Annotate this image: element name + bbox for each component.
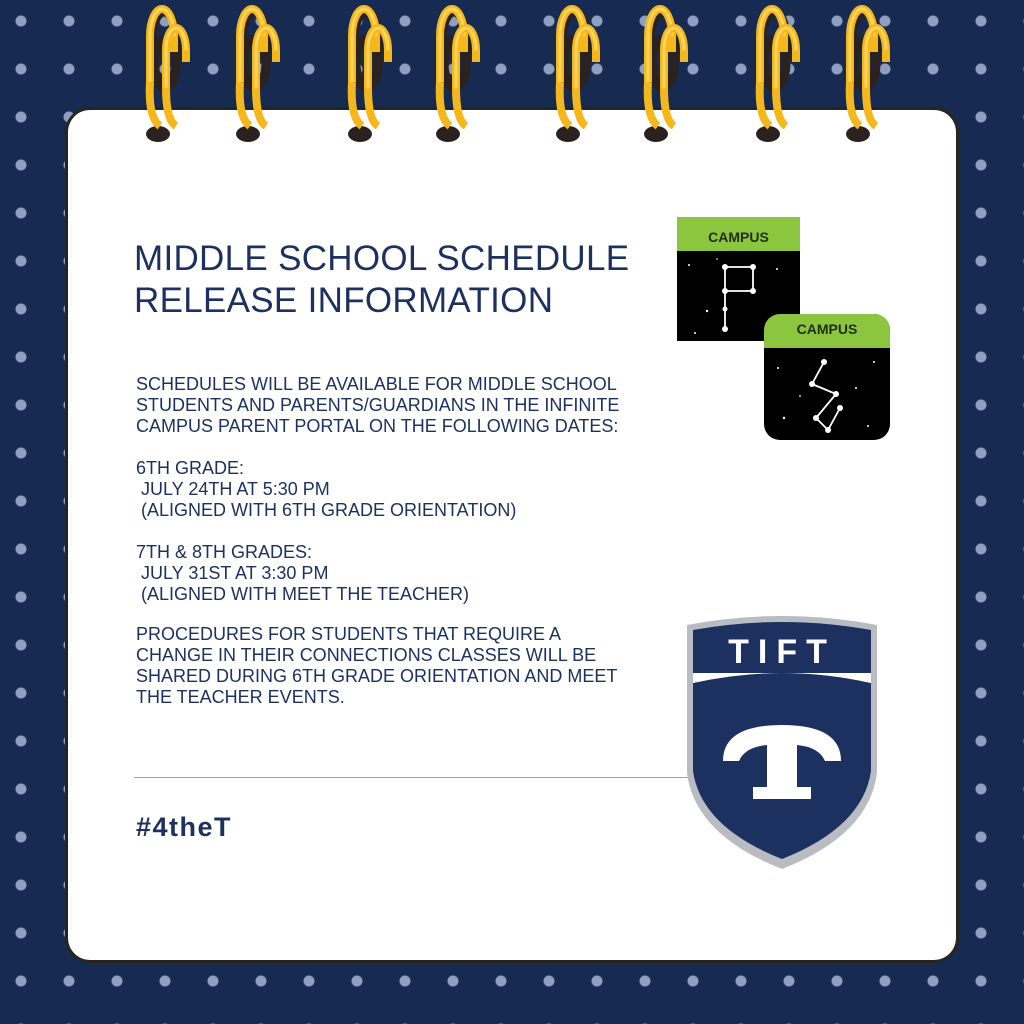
campus-student-app-icon <box>764 314 890 440</box>
tift-shield-logo <box>679 613 885 871</box>
constellation-s-icon <box>764 348 890 440</box>
intro-line: CAMPUS PARENT PORTAL ON THE FOLLOWING DATES: <box>136 416 619 436</box>
grade6-note: (ALIGNED WITH 6TH GRADE ORIENTATION) <box>136 500 517 520</box>
title-line-2: RELEASE INFORMATION <box>134 281 554 320</box>
page-title <box>134 238 629 322</box>
intro-paragraph <box>136 374 619 437</box>
intro-line: STUDENTS AND PARENTS/GUARDIANS IN THE INFINITE <box>136 395 620 415</box>
title-line-1: MIDDLE SCHOOL SCHEDULE <box>134 239 630 278</box>
grade78-note: (ALIGNED WITH MEET THE TEACHER) <box>136 584 470 604</box>
hashtag: #4theT <box>136 812 233 842</box>
procedures-paragraph <box>136 624 617 708</box>
grade6-section <box>136 458 516 521</box>
grade78-section <box>136 542 469 605</box>
grade78-date: JULY 31ST AT 3:30 PM <box>136 563 329 583</box>
campus-label: CAMPUS <box>764 314 890 348</box>
grade6-date: JULY 24TH AT 5:30 PM <box>136 479 330 499</box>
tift-logo-text: TIFT <box>728 633 836 671</box>
divider-line <box>134 777 700 778</box>
procedures-line: PROCEDURES FOR STUDENTS THAT REQUIRE A <box>136 624 562 644</box>
procedures-line: THE TEACHER EVENTS. <box>136 687 345 707</box>
grade6-heading: 6TH GRADE: <box>136 458 245 478</box>
grade78-heading: 7TH & 8TH GRADES: <box>136 542 313 562</box>
campus-label: CAMPUS <box>677 217 800 251</box>
procedures-line: SHARED DURING 6TH GRADE ORIENTATION AND MEET <box>136 666 618 686</box>
procedures-line: CHANGE IN THEIR CONNECTIONS CLASSES WILL BE <box>136 645 597 665</box>
intro-line: SCHEDULES WILL BE AVAILABLE FOR MIDDLE SCHOOL <box>136 374 617 394</box>
